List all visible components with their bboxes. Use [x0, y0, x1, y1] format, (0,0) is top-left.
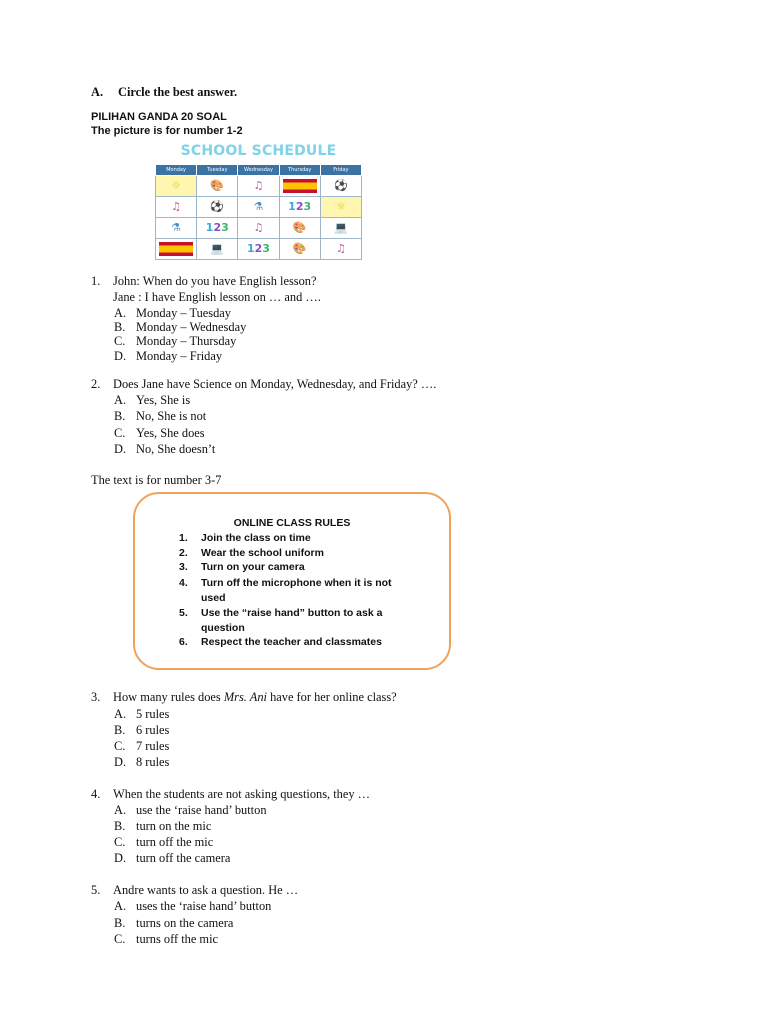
schedule-day: Thursday [279, 165, 320, 176]
question-text-end: have for her online class? [266, 690, 397, 704]
rule-item [179, 561, 305, 573]
rule-number: 6. [179, 636, 188, 648]
option-text: Monday – Friday [136, 349, 223, 363]
question-text: When the students are not asking questions, they … [113, 787, 371, 801]
option-text: uses the ‘raise hand’ button [136, 899, 272, 913]
option-text: use the ‘raise hand’ button [136, 803, 267, 817]
option-4b[interactable] [114, 819, 211, 834]
palette-icon: 🎨 [197, 176, 238, 197]
option-text: Monday – Wednesday [136, 320, 247, 334]
rule-text: Turn off the microphone when it is not [201, 577, 392, 589]
rule-text: Use the “raise hand” button to ask a [201, 607, 383, 619]
picture-note: The picture is for number 1-2 [91, 125, 243, 137]
rule-item [179, 636, 382, 648]
rule-number: 3. [179, 561, 188, 573]
question-number: 4. [91, 787, 101, 801]
schedule-day: Tuesday [197, 165, 238, 176]
section-heading [91, 85, 237, 100]
palette-icon: 🎨 [279, 239, 320, 260]
option-text: Yes, She does [136, 426, 205, 440]
question-3 [91, 690, 397, 705]
option-text: Monday – Thursday [136, 334, 237, 348]
spain-flag-icon [156, 239, 197, 260]
option-letter: D. [114, 442, 127, 456]
option-text: turn off the mic [136, 835, 214, 849]
option-letter: B. [114, 409, 126, 423]
hello-icon: ☼ [156, 176, 197, 197]
option-letter: A. [114, 393, 127, 407]
option-text: No, She doesn’t [136, 442, 216, 456]
option-letter: A. [114, 899, 127, 913]
option-letter: C. [114, 334, 126, 348]
option-text: turns off the mic [136, 932, 219, 946]
science-icon: ⚗ [238, 197, 279, 218]
option-1c[interactable] [114, 334, 236, 349]
schedule-day: Monday [156, 165, 197, 176]
rule-number: 5. [179, 607, 188, 619]
section-instruction: Circle the best answer. [118, 85, 238, 99]
palette-icon: 🎨 [279, 218, 320, 239]
question-1-line-2: Jane : I have English lesson on … and …. [113, 290, 321, 304]
option-letter: C. [114, 932, 126, 946]
option-letter: A. [114, 707, 127, 721]
123-icon: 123 [238, 239, 279, 260]
option-2c[interactable] [114, 426, 205, 441]
laptop-icon: 💻 [197, 239, 238, 260]
schedule-title: SCHOOL SCHEDULE [180, 143, 337, 159]
rule-item [179, 532, 311, 544]
option-2d[interactable] [114, 442, 215, 457]
option-3d[interactable] [114, 755, 169, 770]
rule-text: Respect the teacher and classmates [201, 636, 382, 648]
section-letter: A. [91, 85, 104, 99]
question-5 [91, 883, 298, 898]
text-note: The text is for number 3-7 [91, 473, 222, 487]
music-icon: ♫ [238, 218, 279, 239]
option-text: Yes, She is [136, 393, 191, 407]
option-letter: C. [114, 739, 126, 753]
option-3a[interactable] [114, 707, 169, 722]
option-letter: C. [114, 835, 126, 849]
rule-text-continued: used [201, 592, 226, 604]
option-text: turns on the camera [136, 916, 234, 930]
option-5c[interactable] [114, 932, 218, 947]
school-schedule-picture [152, 142, 365, 268]
rule-item [179, 576, 392, 606]
rule-number: 2. [179, 547, 188, 559]
option-letter: A. [114, 803, 127, 817]
soccer-icon: ⚽ [320, 176, 361, 197]
music-icon: ♫ [156, 197, 197, 218]
option-text: Monday – Tuesday [136, 306, 232, 320]
spain-flag-icon [279, 176, 320, 197]
option-1b[interactable] [114, 320, 246, 335]
option-text: 7 rules [136, 739, 170, 753]
option-4a[interactable] [114, 803, 267, 818]
hello-icon: ☼ [320, 197, 361, 218]
option-letter: B. [114, 723, 126, 737]
question-number: 2. [91, 377, 101, 391]
123-icon: 123 [197, 218, 238, 239]
option-letter: B. [114, 320, 126, 334]
option-letter: C. [114, 426, 126, 440]
option-4c[interactable] [114, 835, 213, 850]
option-letter: B. [114, 819, 126, 833]
rule-text-continued: question [201, 622, 245, 634]
option-1d[interactable] [114, 349, 222, 364]
rule-number: 4. [179, 577, 188, 589]
schedule-table [155, 164, 362, 260]
question-number: 1. [91, 274, 101, 288]
option-text: turn off the camera [136, 851, 231, 865]
option-1a[interactable] [114, 306, 231, 321]
laptop-icon: 💻 [320, 218, 361, 239]
option-text: 6 rules [136, 723, 170, 737]
option-5a[interactable] [114, 899, 271, 914]
rule-number: 1. [179, 532, 188, 544]
music-icon: ♫ [320, 239, 361, 260]
rules-title: ONLINE CLASS RULES [233, 517, 351, 529]
option-letter: D. [114, 755, 127, 769]
option-3b[interactable] [114, 723, 169, 738]
question-text: Does Jane have Science on Monday, Wednesday, and Friday? …. [113, 377, 437, 391]
music-icon: ♫ [238, 176, 279, 197]
section-subtitle: PILIHAN GANDA 20 SOAL [91, 111, 227, 123]
option-text: turn on the mic [136, 819, 212, 833]
question-number: 5. [91, 883, 101, 897]
option-2a[interactable] [114, 393, 190, 408]
question-1 [91, 274, 317, 289]
schedule-day: Friday [320, 165, 361, 176]
question-4 [91, 787, 370, 802]
schedule-day: Wednesday [238, 165, 279, 176]
option-letter: B. [114, 916, 126, 930]
question-name: Mrs. Ani [223, 690, 267, 704]
science-icon: ⚗ [156, 218, 197, 239]
rule-text: Join the class on time [201, 532, 311, 544]
rule-text: Wear the school uniform [201, 547, 324, 559]
rule-item [179, 547, 324, 559]
option-3c[interactable] [114, 739, 169, 754]
option-2b[interactable] [114, 409, 206, 424]
online-class-rules-box [133, 492, 451, 670]
123-icon: 123 [279, 197, 320, 218]
rule-text: Turn on your camera [201, 561, 305, 573]
question-text: Andre wants to ask a question. He … [113, 883, 299, 897]
question-text: John: When do you have English lesson? [113, 274, 317, 288]
question-2 [91, 377, 436, 392]
option-letter: A. [114, 306, 127, 320]
question-number: 3. [91, 690, 101, 704]
option-letter: D. [114, 851, 127, 865]
rule-item [179, 606, 382, 636]
option-4d[interactable] [114, 851, 230, 866]
soccer-icon: ⚽ [197, 197, 238, 218]
option-text: 8 rules [136, 755, 170, 769]
option-text: 5 rules [136, 707, 170, 721]
question-text: How many rules does [113, 690, 224, 704]
option-text: No, She is not [136, 409, 207, 423]
option-letter: D. [114, 349, 127, 363]
option-5b[interactable] [114, 916, 233, 931]
